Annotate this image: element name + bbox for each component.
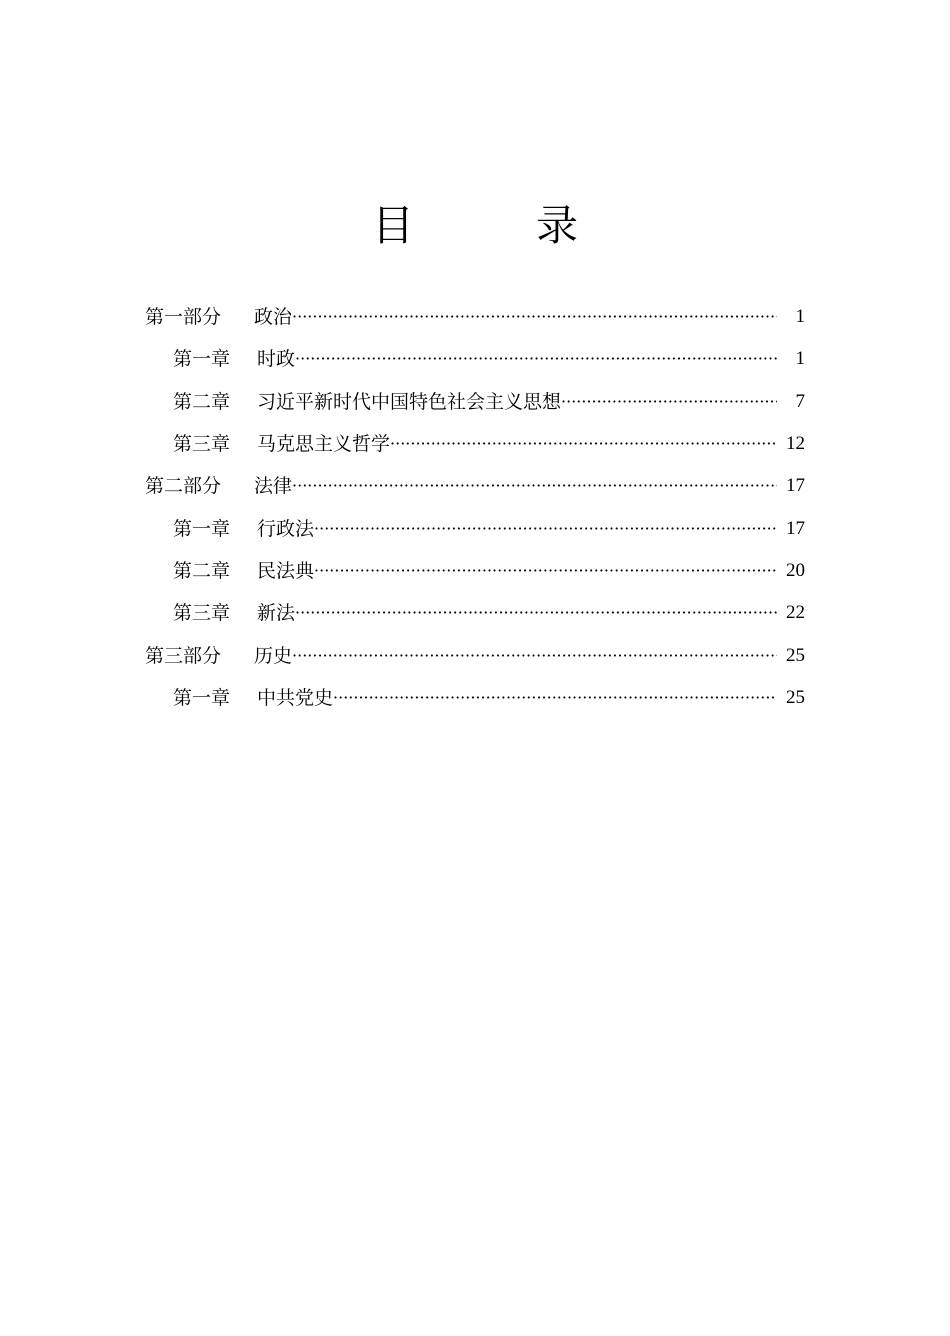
toc-entry-label: 第一章 (173, 517, 231, 540)
table-of-contents (0, 296, 950, 719)
toc-dot-leader (292, 296, 777, 338)
toc-entry-chapter[interactable] (0, 677, 950, 719)
toc-entry-chapter[interactable] (0, 550, 950, 592)
toc-entry-part-1[interactable] (0, 296, 950, 338)
toc-entry-label: 第二章 (173, 390, 231, 413)
toc-entry-chapter[interactable] (0, 423, 950, 465)
toc-page-number: 25 (786, 644, 805, 666)
toc-page-number: 1 (795, 348, 805, 370)
toc-entry-label: 第二章 (173, 559, 231, 582)
toc-entry-label: 第三章 (173, 433, 231, 456)
toc-entry-title: 时政 (257, 348, 296, 371)
toc-entry-label: 第三章 (173, 602, 231, 625)
toc-dot-leader (292, 465, 777, 507)
toc-entry-title: 法律 (254, 475, 293, 498)
toc-page-number: 17 (786, 517, 805, 539)
toc-entry-part-3[interactable] (0, 634, 950, 676)
toc-page-number: 22 (786, 602, 805, 624)
toc-dot-leader (314, 508, 777, 550)
toc-dot-leader (333, 677, 777, 719)
toc-entry-title: 民法典 (257, 559, 315, 582)
toc-entry-label: 第二部分 (145, 475, 222, 498)
toc-entry-chapter[interactable] (0, 507, 950, 549)
toc-entry-chapter[interactable] (0, 592, 950, 634)
toc-entry-label: 第一部分 (145, 306, 222, 329)
toc-entry-title: 习近平新时代中国特色社会主义思想 (257, 390, 562, 413)
toc-dot-leader (390, 423, 777, 465)
toc-dot-leader (292, 635, 777, 677)
toc-entry-part-2[interactable] (0, 465, 950, 507)
toc-entry-title: 历史 (254, 644, 293, 667)
toc-entry-title: 马克思主义哲学 (257, 433, 391, 456)
toc-entry-label: 第一章 (173, 348, 231, 371)
toc-entry-label: 第三部分 (145, 644, 222, 667)
toc-dot-leader (295, 592, 777, 634)
toc-page-number: 7 (795, 390, 805, 412)
toc-page-number: 20 (786, 559, 805, 581)
toc-page-number: 1 (795, 306, 805, 328)
toc-title: 目 录 (371, 201, 618, 250)
toc-dot-leader (561, 381, 777, 423)
toc-dot-leader (314, 550, 777, 592)
toc-entry-title: 行政法 (257, 517, 315, 540)
toc-entry-label: 第一章 (173, 686, 231, 709)
toc-entry-chapter[interactable] (0, 338, 950, 380)
toc-entry-chapter[interactable] (0, 381, 950, 423)
toc-page-number: 12 (786, 433, 805, 455)
toc-page-number: 17 (786, 475, 805, 497)
toc-dot-leader (295, 338, 777, 380)
toc-page-number: 25 (786, 686, 805, 708)
toc-entry-title: 政治 (254, 306, 293, 329)
toc-entry-title: 中共党史 (257, 686, 334, 709)
toc-entry-title: 新法 (257, 602, 296, 625)
